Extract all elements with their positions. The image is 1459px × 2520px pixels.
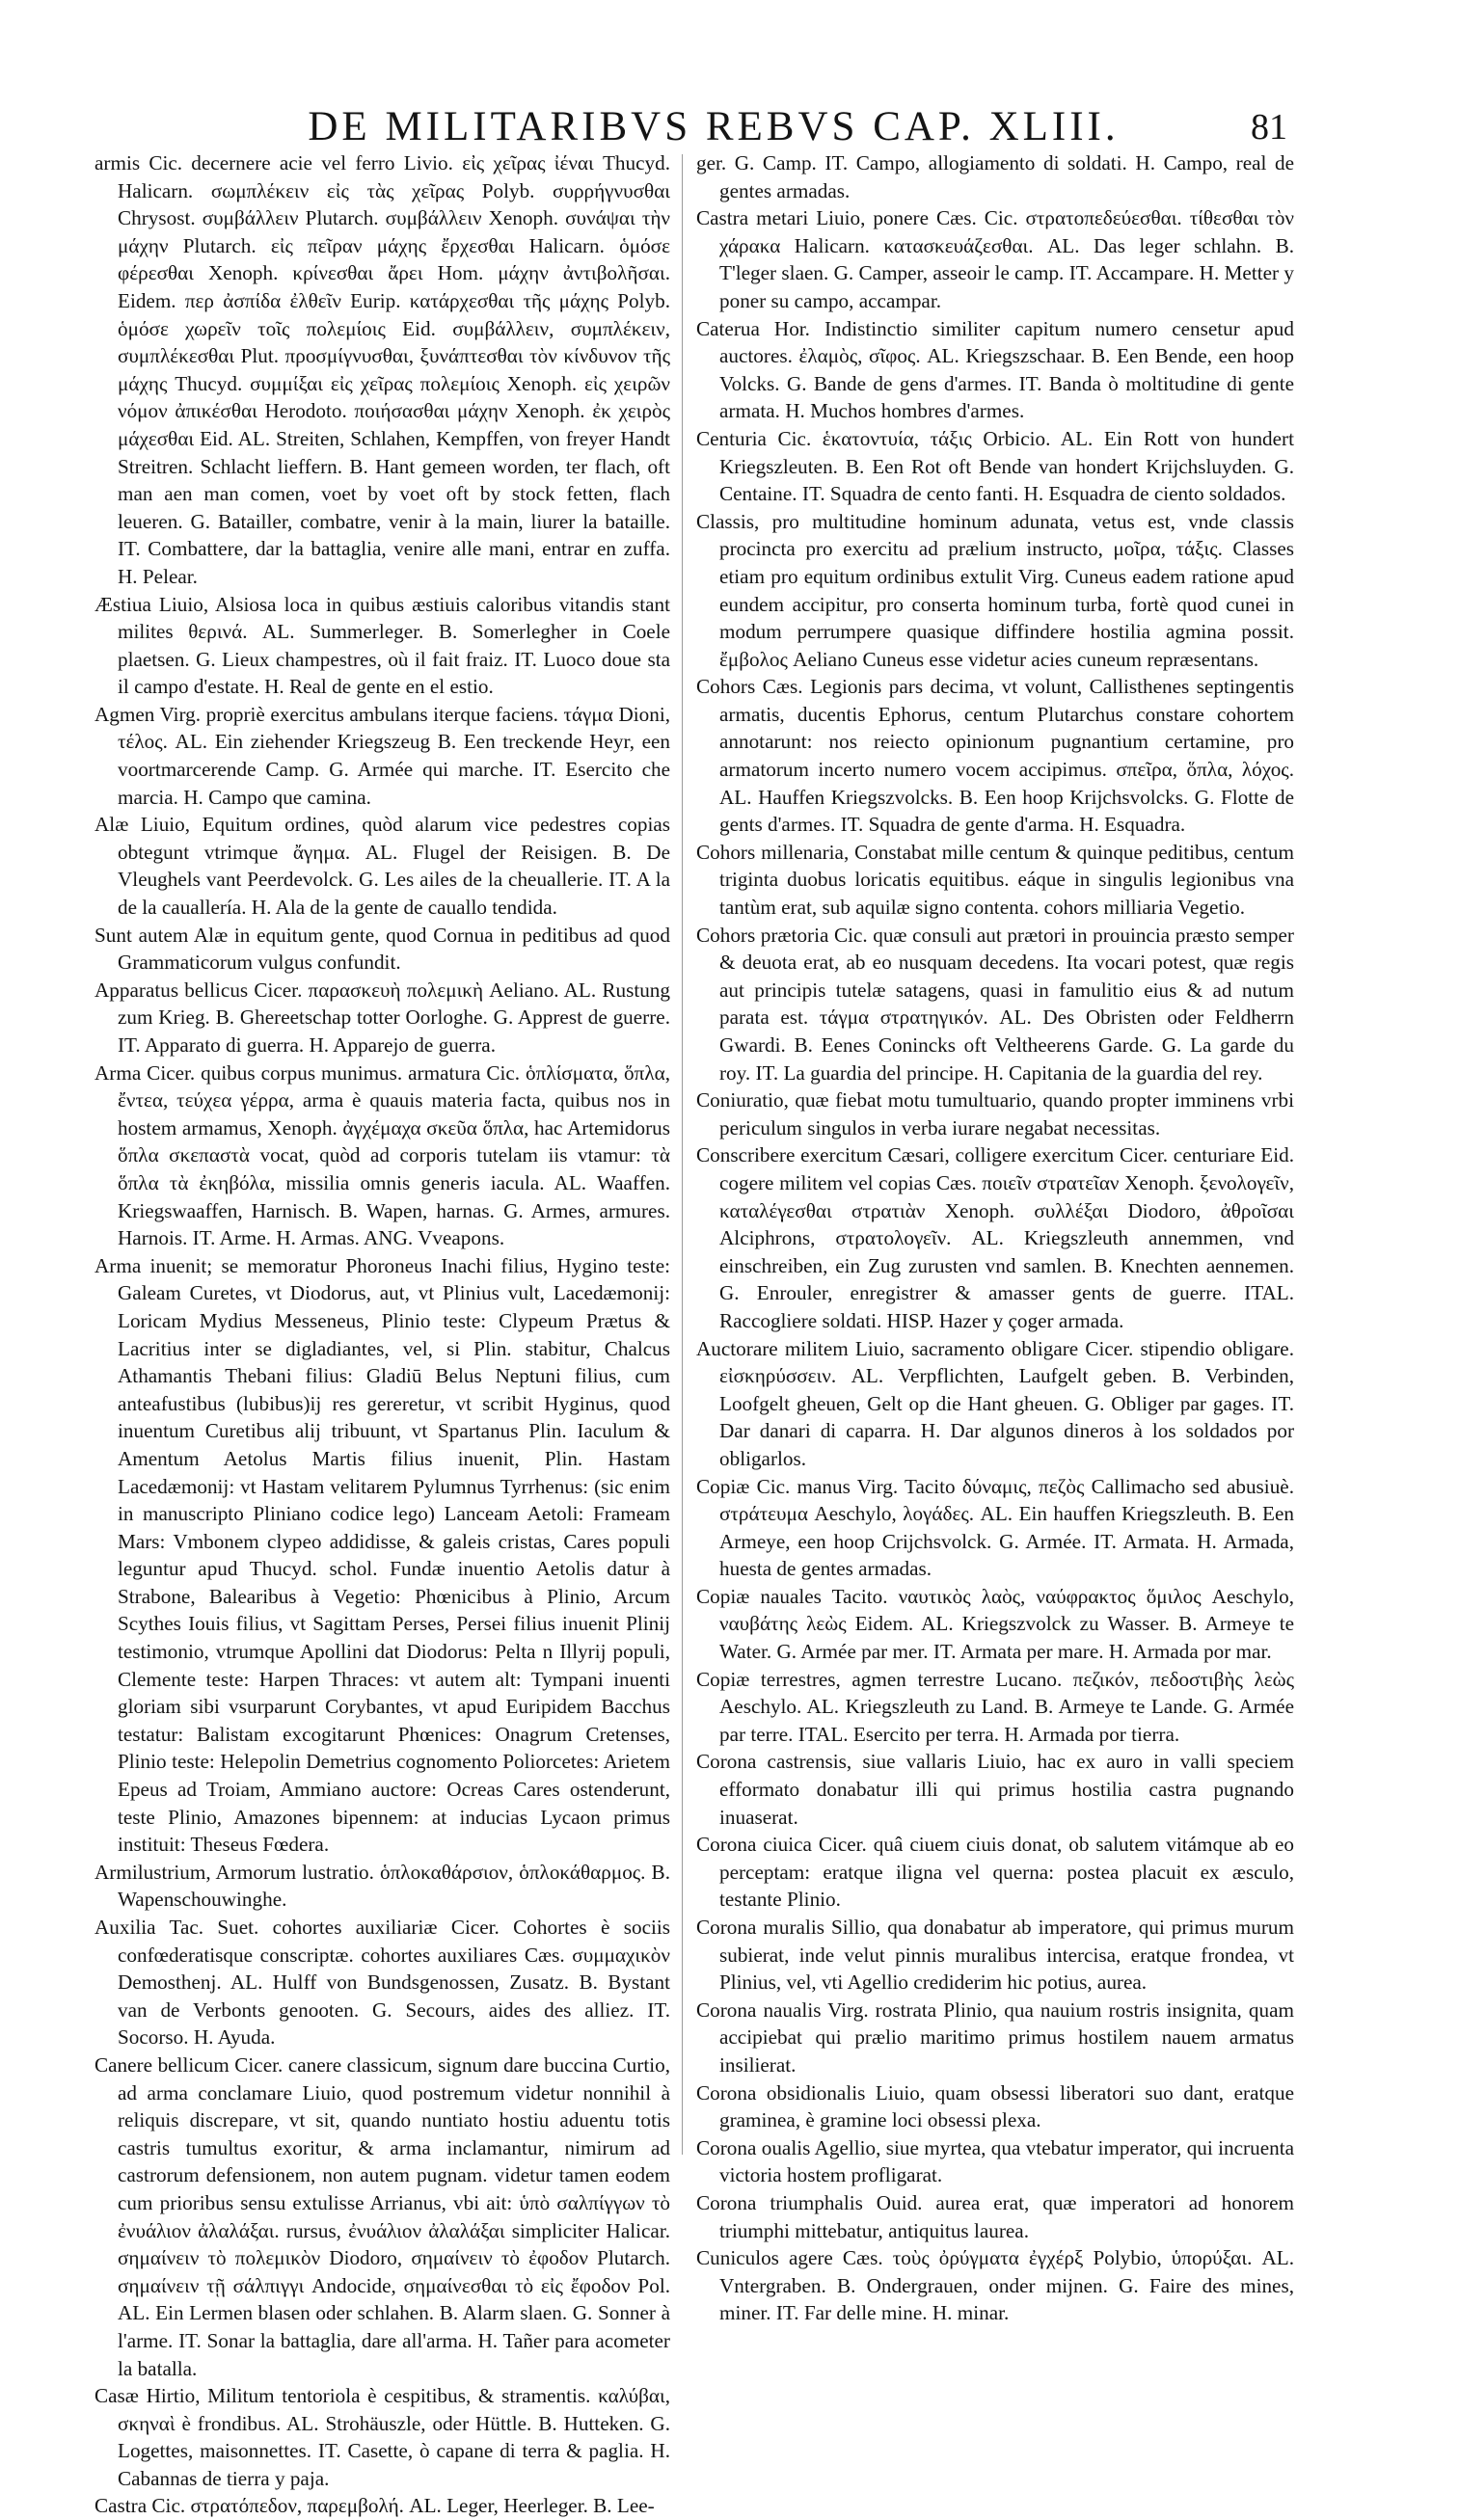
right-column	[696, 149, 1294, 2325]
dictionary-entry: Agmen Virg. propriè exercitus ambulans iterque faciens. τάγμα Dioni, τέλος. AL. Ein ziehender Kriegszeug B. Een treckende Heyr, een voortmarcerende Camp. G. Armée qui marche. IT. Esercito che marcia. H. Campo que camina.	[95, 702, 670, 809]
dictionary-entry: Castra Cic. στρατόπεδον, παρεμβολή. AL. Leger, Heerleger. B. Lee-	[95, 2494, 655, 2518]
dictionary-entry: Alæ Liuio, Equitum ordines, quòd alarum vice pedestres copias obtegunt vtrimque ἄγημα. AL. Flugel der Reisigen. B. De Vleughels vant Peerdevolck. G. Les ailes de la cheuallerie. IT. A la de la cauallería. H. Ala de la gente de cauallo tendida.	[95, 813, 670, 920]
dictionary-entry: Copiæ nauales Tacito. ναυτικὸς λαὸς, ναύφρακτος ὅμιλος Aeschylo, ναυβάτης λεὼς Eidem. AL. Kriegszvolck zu Wasser. B. Armeye te Water. G. Armée par mer. IT. Armata per mare. H. Armada por mar.	[696, 1584, 1294, 1664]
dictionary-entry: Æstiua Liuio, Alsiosa loca in quibus æstiuis caloribus vitandis stant milites θερινά. AL. Summerleger. B. Somerlegher in Coele plaetsen. G. Lieux champestres, où il fait fraiz. IT. Luoco doue sta il campo d'estate. H. Real de gente en el estio.	[95, 592, 670, 699]
dictionary-entry: Copiæ Cic. manus Virg. Tacito δύναμις, πεζὸς Callimacho sed abusiuè. στράτευμα Aeschylo, λογάδες. AL. Ein hauffen Kriegszleuth. B. Een Armeye, een hoop Crijchsvolck. G. Armée. IT. Armata. H. Armada, huesta de gentes armadas.	[696, 1474, 1294, 1581]
dictionary-entry: Casæ Hirtio, Militum tentoriola è cespitibus, & stramentis. καλύβαι, σκηναὶ è frondibus. AL. Strohäuszle, oder Hüttle. B. Hutteken. G. Logettes, maisonnettes. IT. Casette, ò capane di terra & paglia. H. Cabannas de tierra y paja.	[95, 2384, 670, 2490]
dictionary-entry: Cuniculos agere Cæs. τοὺς ὀρύγματα ἐγχέρξ Polybio, ὑπορύξαι. AL. Vntergraben. B. Ondergrauen, onder mijnen. G. Faire des mines, miner. IT. Far delle mine. H. minar.	[696, 2246, 1294, 2325]
page-number: 81	[1251, 107, 1287, 147]
dictionary-entry: Caterua Hor. Indistinctio similiter capitum numero censetur apud auctores. ἐλαμὸς, σῖφος. AL. Kriegszschaar. B. Een Bende, een hoop Volcks. G. Bande de gens d'armes. IT. Banda ò moltitudine di gente armata. H. Muchos hombres d'armes.	[696, 316, 1294, 423]
dictionary-entry: Corona castrensis, siue vallaris Liuio, hac ex auro in valli speciem efformato donabatur illi qui primus hostilia castra pugnando inuaserat.	[696, 1750, 1294, 1829]
dictionary-entry: Cohors millenaria, Constabat mille centum & quinque peditibus, centum triginta duobus loricatis equitibus. eáque in singulis legionibus vna tantùm erat, sub aquilæ signo contenta. cohors milliaria Vegetio.	[696, 840, 1294, 920]
running-title: DE MILITARIBVS REBVS CAP. XLIII.	[308, 104, 1120, 149]
dictionary-entry: Coniuratio, quæ fiebat motu tumultuario, quando propter imminens vrbi periculum singulos in verba iurare negabat necessitas.	[696, 1088, 1294, 1139]
dictionary-entry: Canere bellicum Cicer. canere classicum, signum dare buccina Curtio, ad arma conclamare Liuio, quod postremum videtur nonnihil à reliquis discrepare, vt sit, quando nuntiato hostiu aduentu totis castris tumultus exoritur, & arma inclamantur, nimirum ad castrorum defensionem, non autem pugnam. videtur tamen eodem cum prioribus sensu extulisse Arrianus, vbi ait: ὑπὸ σαλπίγγων τὸ ἐνυάλιον ἀλαλάξαι. rursus, ἐνυάλιον ἀλαλάξαι simpliciter Halicar. σημαίνειν τὸ πολεμικὸν Diodoro, σημαίνειν τὸ ἐφοδον Plutarch. σημαίνειν τῇ σάλπιγγι Andocide, σημαίνεσθαι τὸ εἰς ἔφοδον Pol. AL. Ein Lermen blasen oder schlahen. B. Alarm slaen. G. Sonner à l'arme. IT. Sonar la battaglia, dare all'arma. H. Tañer para acometer la batalla.	[95, 2052, 670, 2380]
dictionary-entry: Conscribere exercitum Cæsari, colligere exercitum Cicer. centuriare Eid. cogere militem vel copias Cæs. ποιεῖν στρατεῖαν Xenoph. ξενολογεῖν, καταλέγεσθαι στρατιὰν Xenoph. συλλέξαι Diodoro, ἀθροῖσαι Alciphrons, στρατολογεῖν. AL. Kriegszleuth annemmen, vnd einschreiben, ein Zug zurusten vnd samlen. B. Knechten aennemen. G. Enrouler, enregistrer & amasser gents de guerre. ITAL. Raccogliere soldati. HISP. Hazer y çoger armada.	[696, 1143, 1294, 1332]
dictionary-entry: ger. G. Camp. IT. Campo, allogiamento di soldati. H. Campo, real de gentes armadas.	[696, 151, 1294, 202]
dictionary-entry: Corona ciuica Cicer. quâ ciuem ciuis donat, ob salutem vitámque ab eo perceptam: eratque iligna vel querna: postea placuit ex æsculo, testante Plinio.	[696, 1833, 1294, 1912]
dictionary-entry: Copiæ terrestres, agmen terrestre Lucano. πεζικόν, πεδοστιβὴς λεὼς Aeschylo. AL. Kriegszleuth zu Land. B. Armeye te Lande. G. Armée par terre. ITAL. Esercito per terra. H. Armada por tierra.	[696, 1667, 1294, 1746]
dictionary-entry: Auctorare militem Liuio, sacramento obligare Cicer. stipendio obligare. εἰσκηρύσσειν. AL. Verpflichten, Laufgelt geben. B. Verbinden, Loofgelt gheuen, Gelt op die Hant gheuen. G. Obliger par gages. IT. Dar danari di caparra. H. Dar algunos dineros à los soldados por obligarlos.	[696, 1336, 1294, 1470]
dictionary-entry: Arma inuenit; se memoratur Phoroneus Inachi filius, Hygino teste: Galeam Curetes, vt Diodorus, aut, vt Plinius vult, Lacedæmonij: Loricam Mydius Messeneus, Plinio teste: Clypeum Prætus & Lacritius inter se digladiantes, vel, si Plin. stabitur, Chalcus Athamantis Thebani filius: Gladiū Belus Neptuni filius, cum anteafustibus (lubibus)ij res gereretur, vt scribit Hyginus, quod inuentum Curetibus alij tribuunt, vt Spartanus Plin. Iaculum & Amentum Aetolus Martis filius inuenit, Plin. Hastam Lacedæmonij: vt Hastam velitarem Pylumnus Tyrrhenus: (sic enim in manuscripto Pliniano codice lego) Lanceam Aetoli: Frameam Mars: Vmbonem clypeo addidisse, & galeis cristas, Cares populi leguntur apud Thucyd. schol. Fundæ inuentio Aetolis datur à Strabone, Balearibus à Vegetio: Phœnicibus à Plinio, Arcum Scythes Iouis filius, vt Sagittam Perses, Persei filius inuenit Plinij testimonio, vtrumque Apollini dat Diodorus: Pelta n Illyrij populi, Clemente teste: Harpen Thraces: vt autem alt: Tympani inuenti gloriam sibi vsurparunt Corybantes, vt apud Euripidem Bacchus testatur: Balistam excogitarunt Phœnices: Onagrum Cretenses, Plinio teste: Helepolin Demetrius cognomento Poliorcetes: Arietem Epeus ad Troiam, Ammiano auctore: Ocreas Cares ostenderunt, teste Plinio, Amazones bipennem: at inducias Lycaon primus instituit: Theseus Fœdera.	[95, 1253, 670, 1857]
dictionary-entry: Auxilia Tac. Suet. cohortes auxiliariæ Cicer. Cohortes è sociis confœderatisque conscriptæ. cohortes auxiliares Cæs. συμμαχικὸν Demosthenj. AL. Hulff von Bundsgenossen, Zusatz. B. Bystant van de Verbonts genooten. G. Secours, aides des alliez. IT. Socorso. H. Ayuda.	[95, 1916, 670, 2050]
dictionary-entry: Castra metari Liuio, ponere Cæs. Cic. στρατοπεδεύεσθαι. τίθεσθαι τὸν χάρακα Halicarn. κατασκευάζεσθαι. AL. Das leger schlahn. B. T'leger slaen. G. Camper, asseoir le camp. IT. Accampare. H. Metter y poner su campo, accampar.	[696, 206, 1294, 312]
dictionary-entry: Centuria Cic. ἑκατοντυία, τάξις Orbicio. AL. Ein Rott von hundert Kriegszleuten. B. Een Rot oft Bende van hondert Krijchsluyden. G. Centaine. IT. Squadra de cento fanti. H. Esquadra de ciento soldados.	[696, 426, 1294, 506]
dictionary-entry: armis Cic. decernere acie vel ferro Livio. εἰς χεῖρας ἰέναι Thucyd. Halicarn. σωμπλέκειν εἰς τὰς χεῖρας Polyb. συρρήγνυσθαι Chrysost. συμβάλλειν Plutarch. συμβάλλειν Xenoph. συνάψαι τὴν μάχην Plutarch. εἰς πεῖραν μάχης ἔρχεσθαι Halicarn. ὁμόσε φέρεσθαι Xenoph. κρίνεσθαι ἄρει Hom. μάχην ἀντιβολῆσαι. Eidem. περ ἀσπίδα ἐλθεῖν Eurip. κατάρχεσθαι τῆς μάχης Polyb. ὁμόσε χωρεῖν τοῖς πολεμίοις Eid. συμβάλλειν, συμπλέκειν, συμπλέκεσθαι Plut. προσμίγνυσθαι, ξυνάπτεσθαι τὸν κίνδυνον τῆς μάχης Thucyd. συμμίξαι εἰς χεῖρας πολεμίοις Xenoph. εἰς χειρῶν νόμον ἀπικέσθαι Herodoto. ποιήσασθαι μάχην Xenoph. ἐκ χειρὸς μάχεσθαι Eid. AL. Streiten, Schlahen, Kempffen, von freyer Handt Streitren. Schlacht lieffern. B. Hant gemeen worden, ter flach, oft man aen man comen, voet by voet oft by stock fetten, flach leueren. G. Batailler, combatre, venir à la main, liurer la bataille. IT. Combattere, dar la battaglia, venire alle mani, entrar en zuffa. H. Pelear.	[95, 151, 670, 588]
dictionary-entry: Sunt autem Alæ in equitum gente, quod Cornua in peditibus ad quod Grammaticorum vulgus confundit.	[95, 923, 670, 975]
dictionary-entry: Apparatus bellicus Cicer. παρασκευὴ πολεμικὴ Aeliano. AL. Rustung zum Krieg. B. Ghereetschap totter Oorloghe. G. Apprest de guerre. IT. Apparato di guerra. H. Apparejo de guerra.	[95, 978, 670, 1057]
dictionary-entry: Armilustrium, Armorum lustratio. ὁπλοκαθάρσιον, ὁπλοκάθαρμος. B. Wapenschouwinghe.	[95, 1860, 670, 1912]
running-header	[178, 98, 1287, 156]
column-divider	[682, 154, 683, 2155]
dictionary-entry: Corona muralis Sillio, qua donabatur ab imperatore, qui primus murum subierat, inde velut pinnis muralibus intercisa, eratque frondea, vt Plinius, vel, vti Agellio crediderim hic potius, aurea.	[696, 1916, 1294, 1995]
dictionary-entry: Corona obsidionalis Liuio, quam obsessi liberatori suo dant, eratque graminea, è gramine loci obsessi plexa.	[696, 2080, 1294, 2132]
dictionary-entry: Classis, pro multitudine hominum adunata, vetus est, vnde classis procincta pro exercitu ad prælium instructo, μοῖρα, τάξις. Classes etiam pro equitum ordinibus extulit Virg. Cuneus eadem ratione apud eundem accipitur, pro conserta hominum turba, fortè quod cunei in modum perrumpere quasique diffindere hostilia agmina possit. ἔμβολος Aeliano Cuneus esse videtur acies cuneum repræsentans.	[696, 509, 1294, 671]
dictionary-entry: Corona triumphalis Ouid. aurea erat, quæ imperatori ad honorem triumphi mittebatur, antiquitus laurea.	[696, 2190, 1294, 2242]
dictionary-entry: Cohors Cæs. Legionis pars decima, vt volunt, Callisthenes septingentis armatis, ducentis Ephorus, centum Plutarchus constare cohortem annotarunt: nos reiecto opinionum pugnantium certamine, pro armatorum incerto numero vocem accipimus. σπεῖρα, ὅπλα, λόχος. AL. Hauffen Kriegszvolcks. B. Een hoop Krijchsvolcks. G. Flotte de gents d'armes. IT. Squadra de gente d'arma. H. Esquadra.	[696, 675, 1294, 837]
dictionary-entry: Cohors prætoria Cic. quæ consuli aut prætori in prouincia præsto semper & deuota erat, ab eo nusquam decedens. Ita vocari potest, quæ regis aut principis tutelæ satagens, quasi in famulitio eius & ad nutum parata est. τάγμα στρατηγικόν. AL. Des Obristen oder Feldherrn Gwardi. B. Eenes Conincks oft Veltheerens Garde. G. La garde du roy. IT. La guardia del principe. H. Capitania de la guardia del rey.	[696, 923, 1294, 1085]
dictionary-entry: Arma Cicer. quibus corpus munimus. armatura Cic. ὁπλίσματα, ὅπλα, ἔντεα, τεύχεα γέρρα, arma è quauis materia facta, quibus nos in hostem armamus, Xenoph. ἀγχέμαχα σκεῦα ὅπλα, hac Artemidorus ὅπλα σκεπαστὰ vocat, quòd ad corporis tutelam iis vtamur: τὰ ὅπλα τὰ ἐκηβόλα, missilia omnis generis iacula. AL. Waaffen. Kriegswaaffen, Harnisch. B. Wapen, harnas. G. Armes, armures. Harnois. IT. Arme. H. Armas. ANG. Vveapons.	[95, 1060, 670, 1250]
dictionary-entry: Corona naualis Virg. rostrata Plinio, qua nauium rostris insignita, quam accipiebat qui prælio maritimo primus hostilem nauem armatus insilierat.	[696, 1997, 1294, 2077]
dictionary-entry: Corona oualis Agellio, siue myrtea, qua vtebatur imperator, qui incruenta victoria hostem profligarat.	[696, 2135, 1294, 2187]
left-column	[95, 149, 670, 2518]
